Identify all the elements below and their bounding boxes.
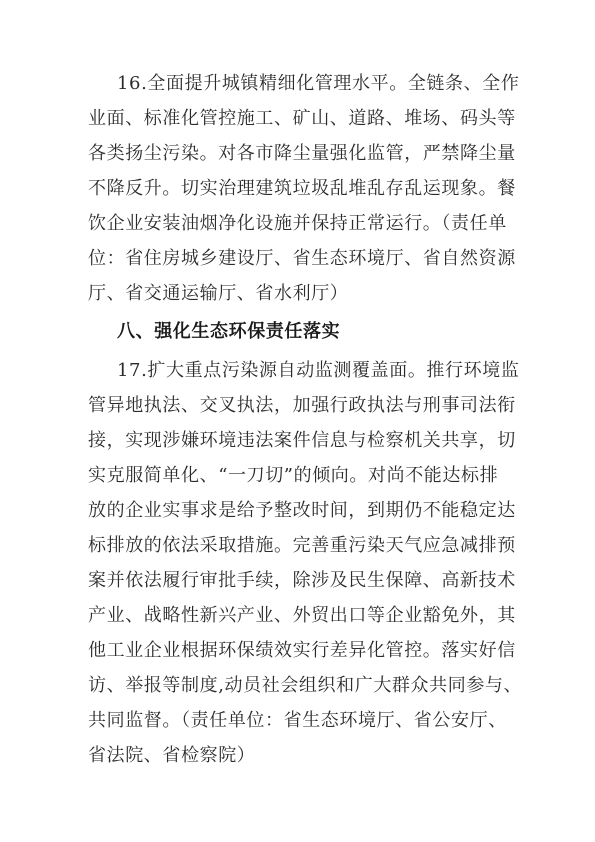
- section17-line-5: 放的企业实事求是给予整改时间，到期仍不能稳定达: [88, 500, 516, 521]
- section16-line-3: 各类扬尘污染。对各市降尘量强化监管，严禁降尘量: [88, 143, 516, 164]
- section17-line-12: 省法院、省检察院）: [88, 745, 256, 766]
- section17-line-4: 实克服简单化、“一刀切”的倾向。对尚不能达标排: [88, 465, 499, 486]
- section17-line-9: 他工业企业根据环保绩效实行差异化管控。落实好信: [88, 640, 516, 661]
- section16-line-5: 饮企业安装油烟净化设施并保持正常运行。（责任单: [88, 213, 507, 234]
- section16-line-4: 不降反升。切实治理建筑垃圾乱堆乱存乱运现象。餐: [88, 178, 516, 199]
- section16-line-7: 厅、省交通运输厅、省水利厅）: [88, 283, 349, 304]
- section17-line-8: 产业、战略性新兴产业、外贸出口等企业豁免外，其: [88, 605, 516, 626]
- section16-line-2: 业面、标准化管控施工、矿山、道路、堆场、码头等: [88, 108, 516, 129]
- section17-line-10: 访、举报等制度,动员社会组织和广大群众共同参与、: [88, 675, 523, 696]
- section17-line-11: 共同监督。（责任单位：省生态环境厅、省公安厅、: [88, 710, 507, 731]
- section16-line-1: 16.全面提升城镇精细化管理水平。全链条、全作: [117, 73, 520, 94]
- section17-line-2: 管异地执法、交叉执法，加强行政执法与刑事司法衔: [88, 395, 516, 416]
- section17-line-7: 案并依法履行审批手续，除涉及民生保障、高新技术: [88, 570, 516, 591]
- section16-line-6: 位：省住房城乡建设厅、省生态环境厅、省自然资源: [88, 248, 516, 269]
- section17-line-1: 17.扩大重点污染源自动监测覆盖面。推行环境监: [117, 360, 520, 381]
- section17-line-3: 接，实现涉嫌环境违法案件信息与检察机关共享，切: [88, 430, 516, 451]
- section17-line-6: 标排放的依法采取措施。完善重污染天气应急减排预: [88, 535, 516, 556]
- section-heading: 八、强化生态环保责任落实: [117, 321, 341, 342]
